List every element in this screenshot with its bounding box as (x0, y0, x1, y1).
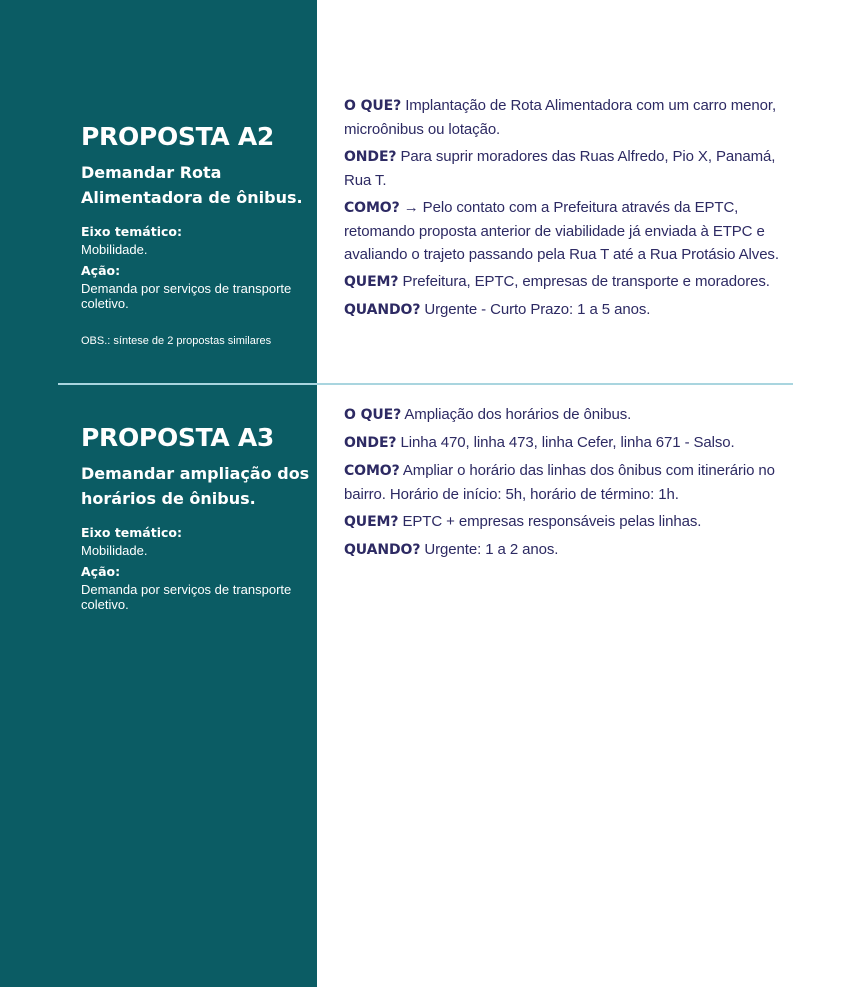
detail-text: Urgente: 1 a 2 anos. (424, 541, 559, 558)
detail-key: COMO? (344, 200, 400, 216)
detail-text: → Pelo contato com a Prefeitura através da EPTC, retomando proposta anterior de viabilidade já enviada à ETPC e avaliando o trajeto passando pela Rua T até a Rua Protásio Alves. (344, 199, 779, 263)
detail-quando (344, 298, 796, 322)
detail-text: Prefeitura, EPTC, empresas de transporte e moradores. (402, 273, 770, 290)
eixo-label: Eixo temático: (81, 224, 182, 239)
detail-quem (344, 270, 796, 294)
detail-quando (344, 538, 796, 562)
eixo-label: Eixo temático: (81, 525, 182, 540)
detail-key: COMO? (344, 463, 400, 479)
detail-onde (344, 431, 796, 455)
detail-text: EPTC + empresas responsáveis pelas linhas. (402, 513, 702, 530)
detail-key: QUANDO? (344, 302, 421, 318)
detail-text: Ampliar o horário das linhas dos ônibus com itinerário no bairro. Horário de início: 5h, horário de término: 1h. (344, 462, 775, 503)
detail-onde (344, 145, 796, 192)
proposal-a2-summary (81, 122, 311, 347)
detail-key: O QUE? (344, 98, 402, 114)
detail-quem (344, 510, 796, 534)
section-divider (58, 383, 793, 385)
detail-text: Ampliação dos horários de ônibus. (404, 406, 632, 423)
acao-value: Demanda por serviços de transporte coletivo. (81, 281, 292, 311)
detail-text: Linha 470, linha 473, linha Cefer, linha 671 - Salso. (400, 434, 735, 451)
detail-key: ONDE? (344, 435, 397, 451)
detail-como (344, 196, 796, 266)
proposal-a3-summary (81, 423, 311, 616)
proposal-a2-details (344, 94, 796, 326)
detail-como (344, 459, 796, 506)
detail-key: QUEM? (344, 514, 399, 530)
detail-o-que (344, 403, 796, 427)
detail-text: Urgente - Curto Prazo: 1 a 5 anos. (424, 301, 651, 318)
proposal-subtitle: Demandar Rota Alimentadora de ônibus. (81, 163, 303, 207)
proposal-title: PROPOSTA A3 (81, 423, 275, 452)
detail-key: O QUE? (344, 407, 402, 423)
acao-label: Ação: (81, 564, 121, 579)
proposal-a3-details (344, 403, 796, 566)
detail-text: Implantação de Rota Alimentadora com um carro menor, microônibus ou lotação. (344, 97, 777, 138)
obs-note: OBS.: síntese de 2 propostas similares (81, 335, 272, 347)
detail-key: QUEM? (344, 274, 399, 290)
proposal-title: PROPOSTA A2 (81, 122, 275, 151)
eixo-value: Mobilidade. (81, 543, 148, 558)
detail-key: ONDE? (344, 149, 397, 165)
eixo-value: Mobilidade. (81, 242, 148, 257)
acao-label: Ação: (81, 263, 121, 278)
detail-o-que (344, 94, 796, 141)
proposal-subtitle: Demandar ampliação dos horários de ônibus. (81, 464, 310, 508)
detail-text: Para suprir moradores das Ruas Alfredo, Pio X, Panamá, Rua T. (344, 148, 776, 189)
detail-key: QUANDO? (344, 542, 421, 558)
acao-value: Demanda por serviços de transporte coletivo. (81, 582, 292, 612)
